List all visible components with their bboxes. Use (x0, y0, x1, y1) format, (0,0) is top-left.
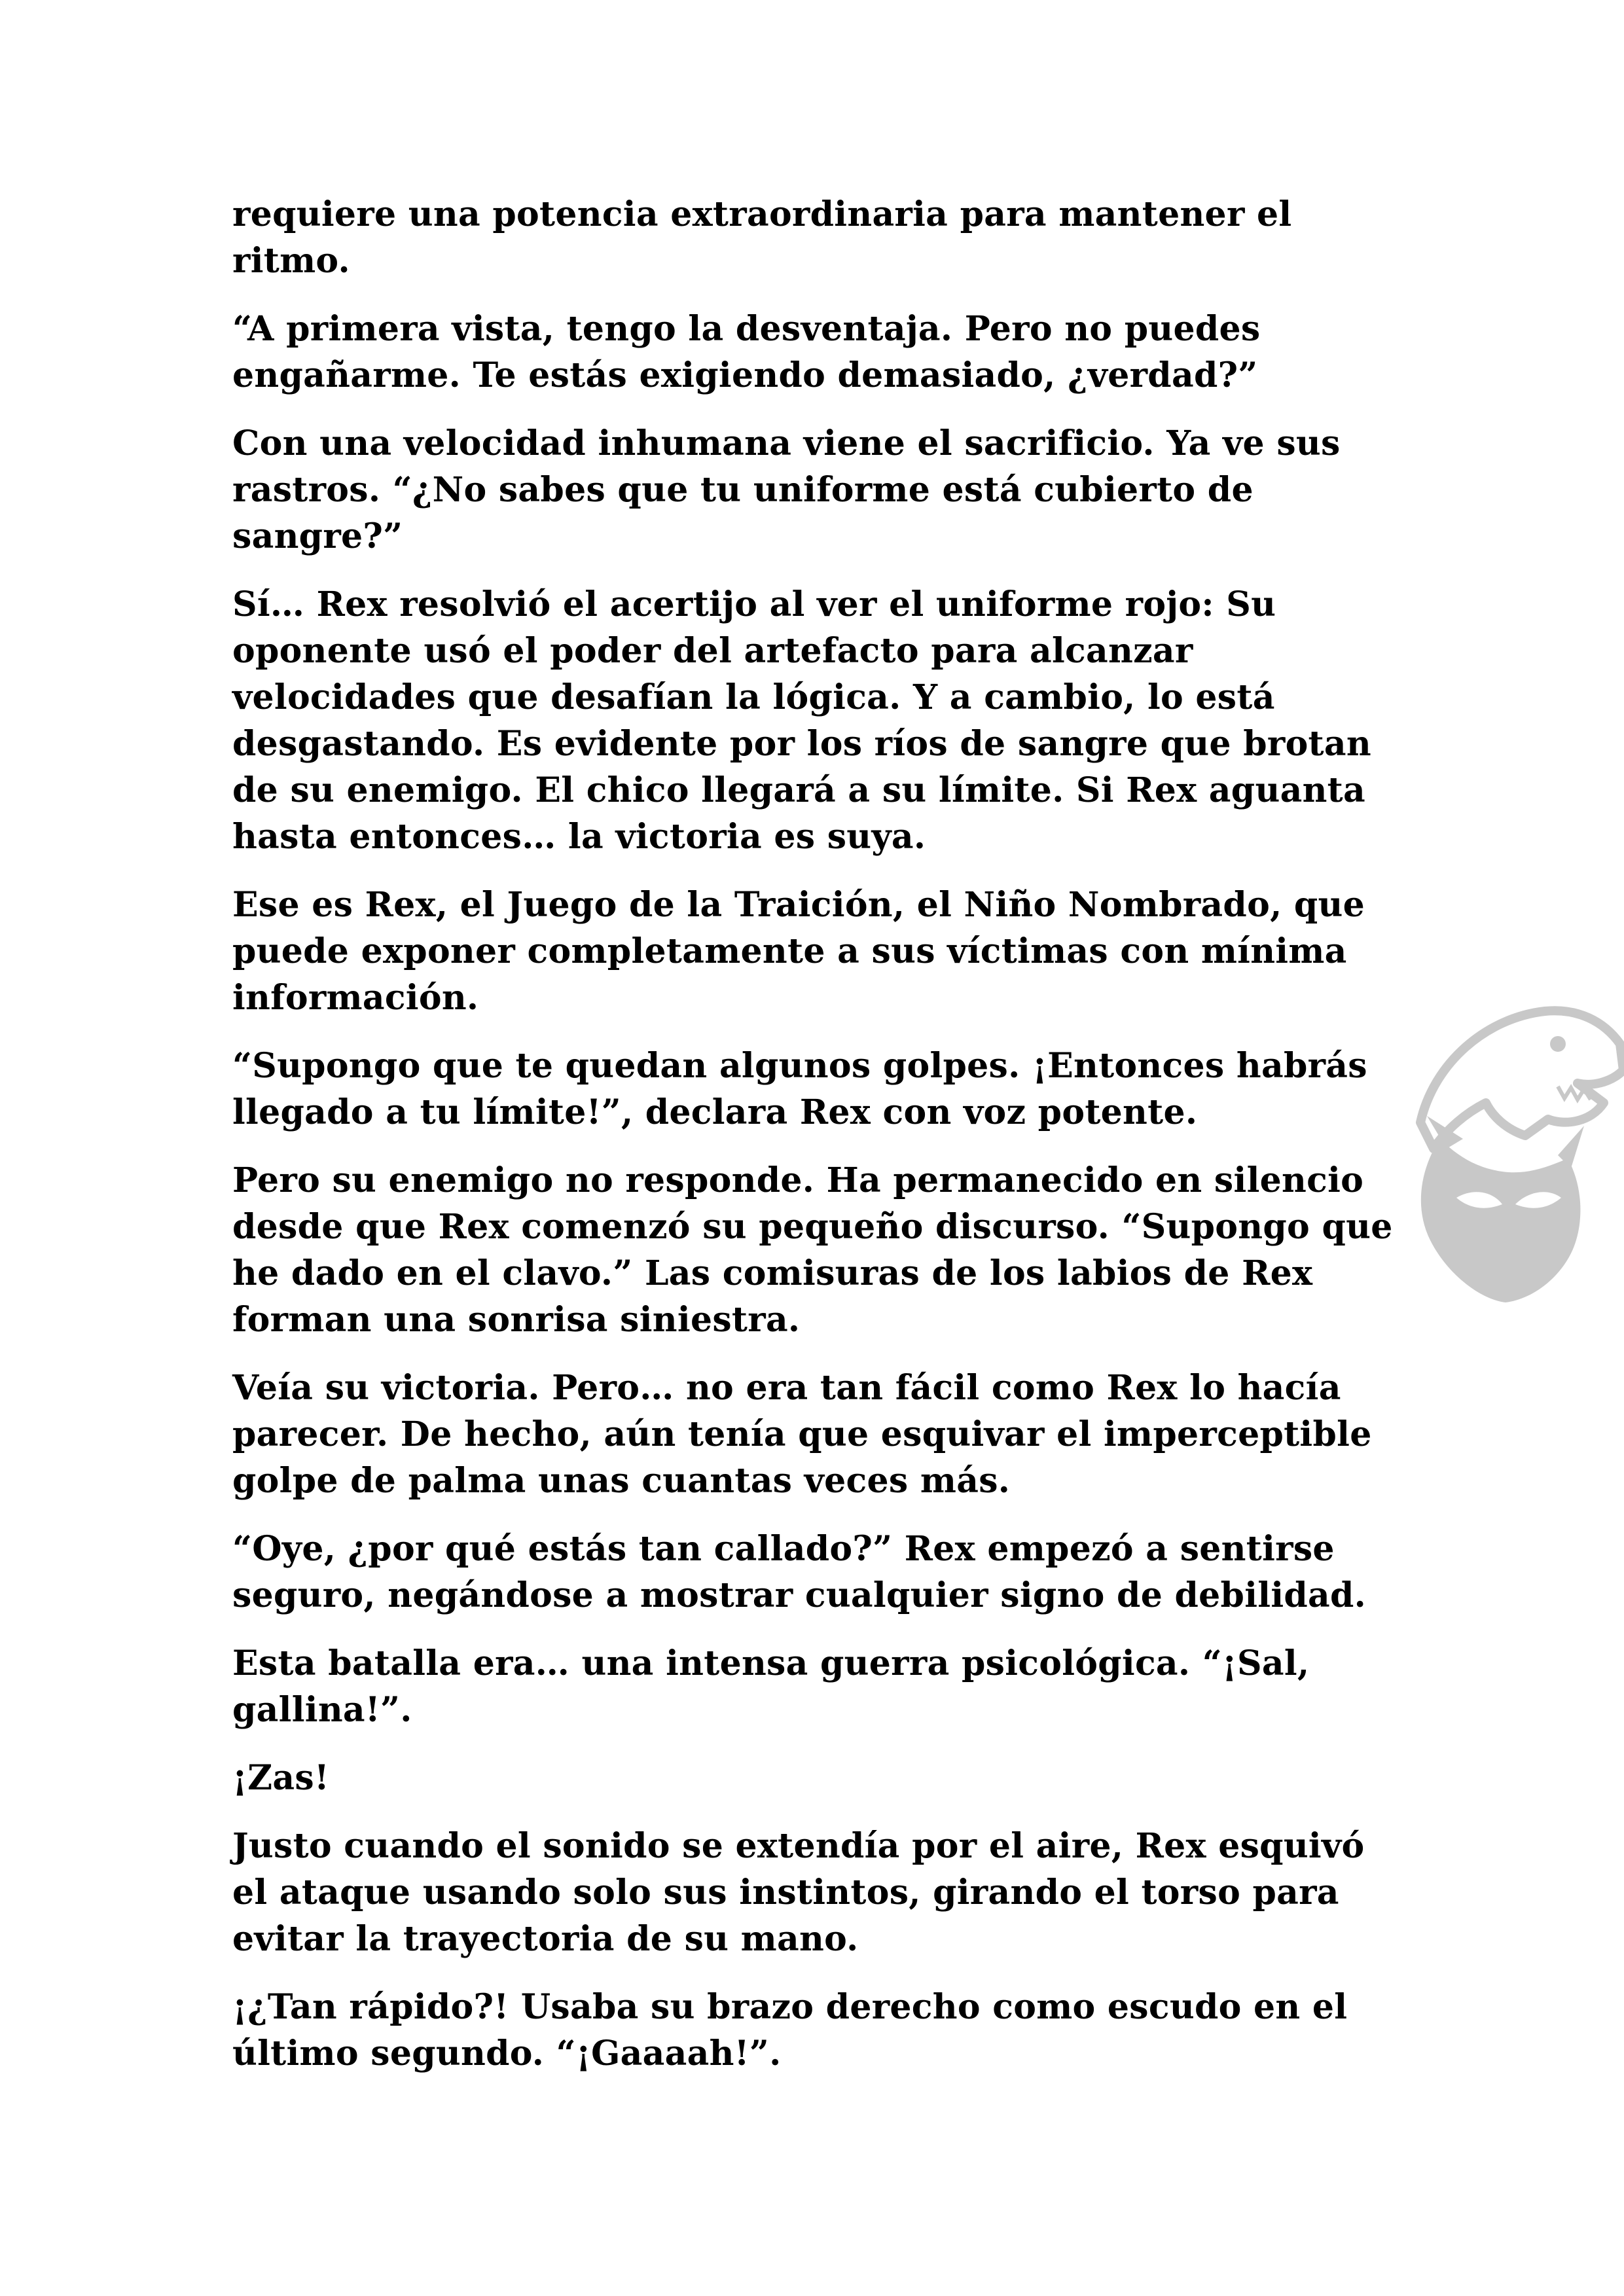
dinosaur-masked-head-icon (1394, 972, 1624, 1325)
paragraph-7: Pero su enemigo no responde. Ha permanecido en silencio desde que Rex comenzó su pequeño discurso. “Supongo que he dado en el clavo.” Las comisuras de los labios de Rex forman una sonrisa siniestra. (232, 1160, 1393, 1340)
body-text (232, 191, 1404, 2098)
paragraph-10: Esta batalla era… una intensa guerra psicológica. “¡Sal, gallina!”. (232, 1643, 1310, 1730)
paragraph-3: Con una velocidad inhumana viene el sacrificio. Ya ve sus rastros. “¿No sabes que tu uniforme está cubierto de sangre?” (232, 423, 1341, 556)
paragraph-8: Veía su victoria. Pero… no era tan fácil como Rex lo hacía parecer. De hecho, aún tenía que esquivar el imperceptible golpe de palma unas cuantas veces más. (232, 1368, 1372, 1501)
paragraph-11: ¡Zas! (232, 1758, 330, 1798)
paragraph-12: Justo cuando el sonido se extendía por el aire, Rex esquivó el ataque usando solo sus instintos, girando el torso para evitar la trayectoria de su mano. (232, 1826, 1365, 1959)
paragraph-1: requiere una potencia extraordinaria para mantener el ritmo. (232, 194, 1292, 281)
paragraph-5: Ese es Rex, el Juego de la Traición, el Niño Nombrado, que puede exponer completamente a sus víctimas con mínima información. (232, 885, 1365, 1018)
paragraph-6: “Supongo que te quedan algunos golpes. ¡Entonces habrás llegado a tu límite!”, declara Rex con voz potente. (232, 1046, 1367, 1132)
paragraph-13: ¡¿Tan rápido?! Usaba su brazo derecho como escudo en el último segundo. “¡Gaaaah!”. (232, 1987, 1348, 2073)
paragraph-2: “A primera vista, tengo la desventaja. Pero no puedes engañarme. Te estás exigiendo demasiado, ¿verdad?” (232, 309, 1261, 395)
paragraph-4: Sí… Rex resolvió el acertijo al ver el uniforme rojo: Su oponente usó el poder del artefacto para alcanzar velocidades que desafían la lógica. Y a cambio, lo está desgastando. Es evidente por los ríos de sangre que brotan de su enemigo. El chico llegará a su límite. Si Rex aguanta hasta entonces… la victoria es suya. (232, 584, 1371, 857)
paragraph-9: “Oye, ¿por qué estás tan callado?” Rex empezó a sentirse seguro, negándose a mostrar cualquier signo de debilidad. (232, 1529, 1367, 1615)
